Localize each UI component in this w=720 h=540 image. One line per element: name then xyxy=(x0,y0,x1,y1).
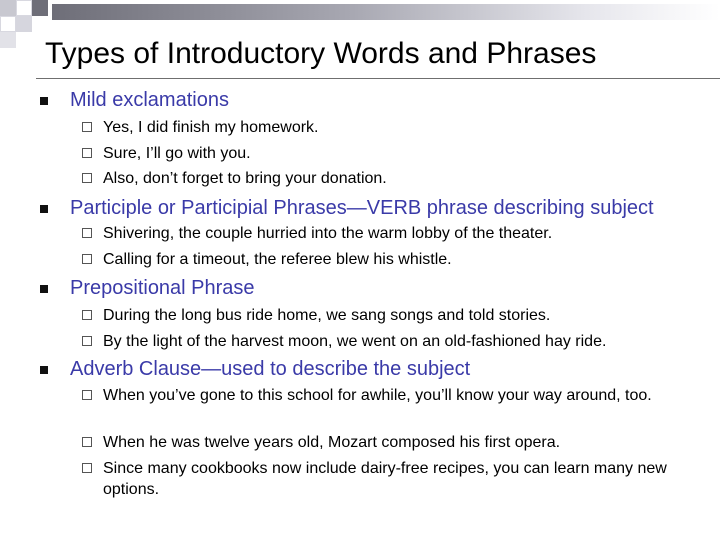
square-bullet-icon xyxy=(40,205,48,213)
slide-title: Types of Introductory Words and Phrases xyxy=(45,37,597,70)
sub-bullet-text: By the light of the harvest moon, we went on an old-fashioned hay ride. xyxy=(103,333,607,350)
sub-bullet-text: Shivering, the couple hurried into the warm lobby of the theater. xyxy=(103,225,553,242)
title-divider xyxy=(36,78,720,79)
decoration-square xyxy=(0,0,16,16)
checkbox-bullet-icon xyxy=(82,336,92,346)
bullet-heading: Adverb Clause—used to describe the subject xyxy=(70,358,471,380)
bullet-heading: Participle or Participial Phrases—VERB phrase describing subject xyxy=(70,197,654,219)
decoration-bar xyxy=(52,4,720,20)
checkbox-bullet-icon xyxy=(82,228,92,238)
decoration-square xyxy=(16,0,32,16)
sub-bullet-text: When you’ve gone to this school for awhile, you’ll know your way around, too. xyxy=(103,387,652,404)
checkbox-bullet-icon xyxy=(82,148,92,158)
square-bullet-icon xyxy=(40,285,48,293)
checkbox-bullet-icon xyxy=(82,437,92,447)
bullet-heading: Prepositional Phrase xyxy=(70,277,255,299)
sub-bullet-text: Calling for a timeout, the referee blew his whistle. xyxy=(103,251,452,268)
sub-bullet-text: Also, don’t forget to bring your donation. xyxy=(103,170,387,187)
decoration-square xyxy=(32,0,48,16)
square-bullet-icon xyxy=(40,366,48,374)
sub-bullet-text: Since many cookbooks now include dairy-free recipes, you can learn many new options. xyxy=(103,460,667,498)
sub-bullet-text: During the long bus ride home, we sang songs and told stories. xyxy=(103,307,551,324)
checkbox-bullet-icon xyxy=(82,390,92,400)
sub-bullet-text: Sure, I’ll go with you. xyxy=(103,145,251,162)
square-bullet-icon xyxy=(40,97,48,105)
bullet-heading: Mild exclamations xyxy=(70,89,229,111)
checkbox-bullet-icon xyxy=(82,310,92,320)
decoration-square xyxy=(16,16,32,32)
sub-bullet-text: Yes, I did finish my homework. xyxy=(103,119,319,136)
decoration-square xyxy=(0,32,16,48)
decoration-square xyxy=(0,16,16,32)
checkbox-bullet-icon xyxy=(82,122,92,132)
sub-bullet-text: When he was twelve years old, Mozart composed his first opera. xyxy=(103,434,561,451)
checkbox-bullet-icon xyxy=(82,463,92,473)
checkbox-bullet-icon xyxy=(82,254,92,264)
checkbox-bullet-icon xyxy=(82,173,92,183)
